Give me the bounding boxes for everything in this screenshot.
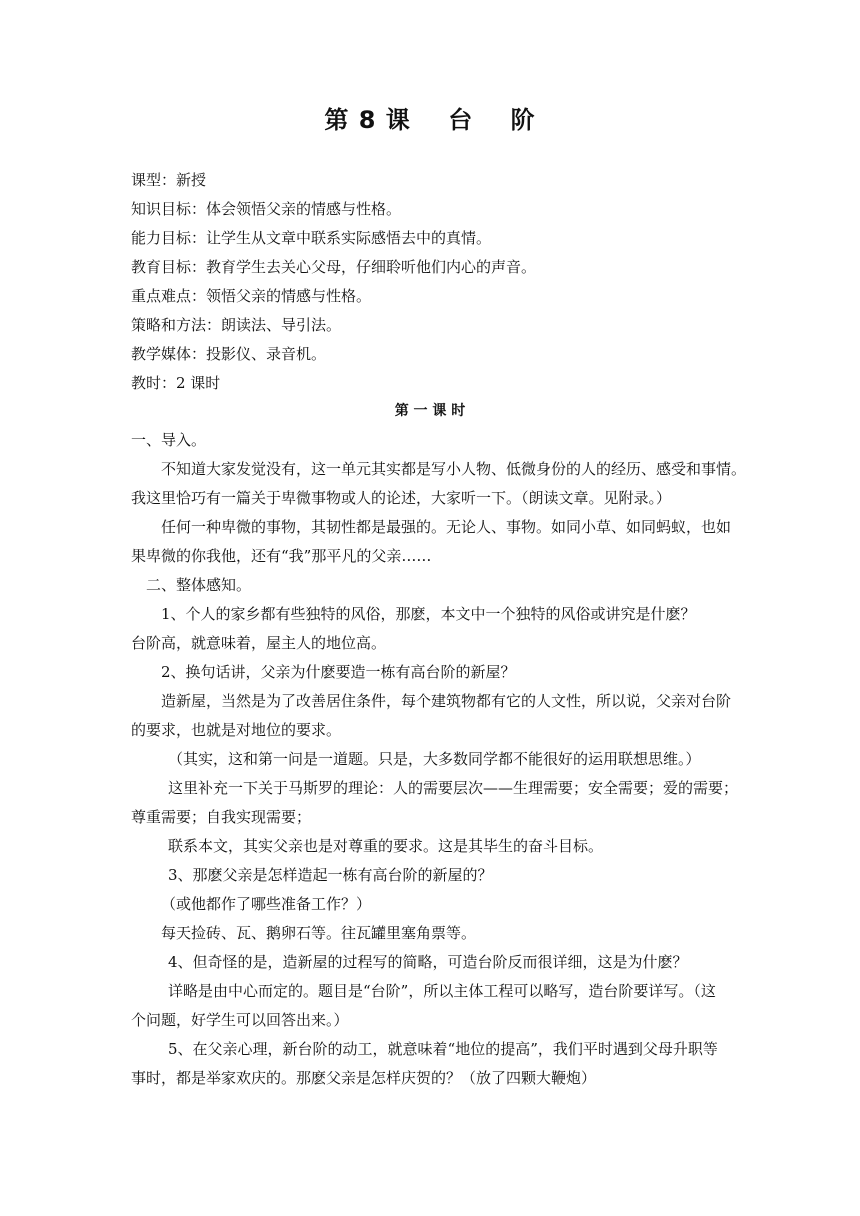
lesson-title: 第 8 课 台 阶 [324,106,536,134]
body-line: 造新屋，当然是为了改善居住条件，每个建筑物都有它的人文性，所以说，父亲对台阶 [161,692,732,710]
info-line: 教育目标：教育学生去关心父母，仔细聆听他们内心的声音。 [131,258,537,276]
info-line: 知识目标：体会领悟父亲的情感与性格。 [131,200,402,218]
body-line: 我这里恰巧有一篇关于卑微事物或人的论述，大家听一下。（朗读文章。见附录。） [131,489,672,507]
info-line: 教时：2 课时 [131,374,221,392]
body-line: 不知道大家发觉没有，这一单元其实都是写小人物、低微身份的人的经历、感受和事情。 [161,460,747,478]
body-line: 个问题，好学生可以回答出来。） [131,1011,349,1029]
body-line: 尊重需要；自我实现需要； [131,808,312,826]
section-subtitle: 第 一 课 时 [394,403,466,419]
body-line: 任何一种卑微的事物，其韧性都是最强的。无论人、事物。如同小草、如同蚂蚁，也如 [161,518,732,536]
info-line: 教学媒体：投影仪、录音机。 [131,345,327,363]
body-line: 联系本文，其实父亲也是对尊重的要求。这是其毕生的奋斗目标。 [168,837,604,855]
body-line: （或他都作了哪些准备工作？） [161,895,372,913]
body-line: 的要求，也就是对地位的要求。 [131,721,342,739]
body-line: 详略是由中心而定的。题目是“台阶”，所以主体工程可以略写，造台阶要详写。（这 [168,982,716,1000]
body-line: 4、但奇怪的是，造新屋的过程写的简略，可造台阶反而很详细，这是为什麽？ [168,953,688,971]
body-line: （其实，这和第一问是一道题。只是，大多数同学都不能很好的运用联想思维。） [168,750,701,768]
body-line: 果卑微的你我他，还有“我”那平凡的父亲…… [131,547,432,565]
info-line: 课型：新授 [131,171,207,189]
body-line: 2、换句话讲，父亲为什麽要造一栋有高台阶的新屋？ [161,663,516,681]
body-line: 每天捡砖、瓦、鹅卵石等。往瓦罐里塞角票等。 [161,924,477,942]
body-line: 二、整体感知。 [146,576,252,594]
body-line: 1、个人的家乡都有些独特的风俗，那麽，本文中一个独特的风俗或讲究是什麽？ [161,605,696,623]
info-line: 重点难点：领悟父亲的情感与性格。 [131,287,372,305]
body-line: 5、在父亲心理，新台阶的动工，就意味着“地位的提高”，我们平时遇到父母升职等 [168,1040,718,1058]
body-line: 一、导入。 [131,431,207,449]
body-line: 这里补充一下关于马斯罗的理论：人的需要层次——生理需要；安全需要；爱的需要； [168,779,739,797]
body-line: 3、那麽父亲是怎样造起一栋有高台阶的新屋的？ [168,866,493,884]
info-line: 能力目标：让学生从文章中联系实际感悟去中的真情。 [131,229,492,247]
body-line: 台阶高，就意味着，屋主人的地位高。 [131,634,387,652]
info-line: 策略和方法：朗读法、导引法。 [131,316,342,334]
body-line: 事时，都是举家欢庆的。那麽父亲是怎样庆贺的？（放了四颗大鞭炮） [131,1069,597,1087]
